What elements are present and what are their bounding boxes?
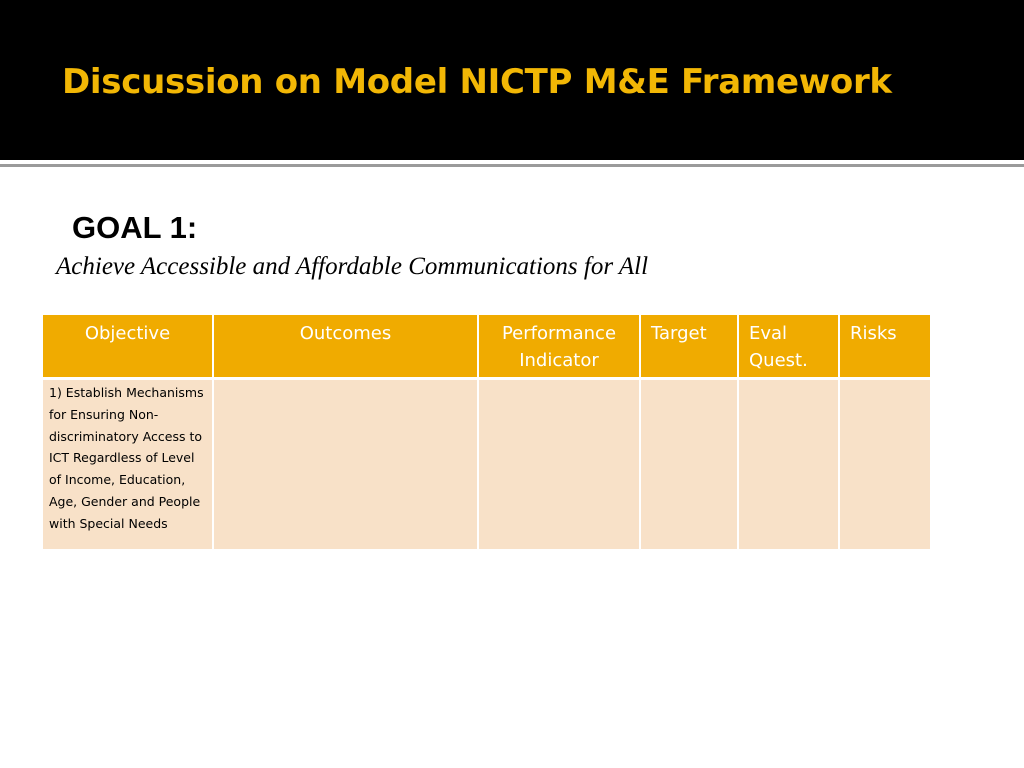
header-eval-quest: Eval Quest.	[738, 315, 839, 379]
goal-subtitle: Achieve Accessible and Affordable Communications for All	[56, 253, 649, 280]
header-objective: Objective	[43, 315, 213, 379]
table-header-row	[43, 315, 930, 379]
header-performance-indicator: Performance Indicator	[478, 315, 640, 379]
table-row	[43, 379, 930, 549]
header-outcomes: Outcomes	[213, 315, 478, 379]
cell-outcomes	[213, 379, 478, 549]
cell-risks	[839, 379, 930, 549]
cell-objective: 1) Establish Mechanisms for Ensuring Non-discriminatory Access to ICT Regardless of Level of Income, Education, Age, Gender and People with Special Needs	[43, 379, 213, 549]
title-divider-line	[0, 164, 1024, 167]
slide-title: Discussion on Model NICTP M&E Framework	[62, 62, 892, 102]
cell-eval-quest	[738, 379, 839, 549]
goal-heading: GOAL 1:	[72, 210, 198, 245]
title-bar	[0, 0, 1024, 160]
cell-performance-indicator	[478, 379, 640, 549]
header-risks: Risks	[839, 315, 930, 379]
cell-target	[640, 379, 738, 549]
framework-table	[43, 315, 930, 549]
header-target: Target	[640, 315, 738, 379]
